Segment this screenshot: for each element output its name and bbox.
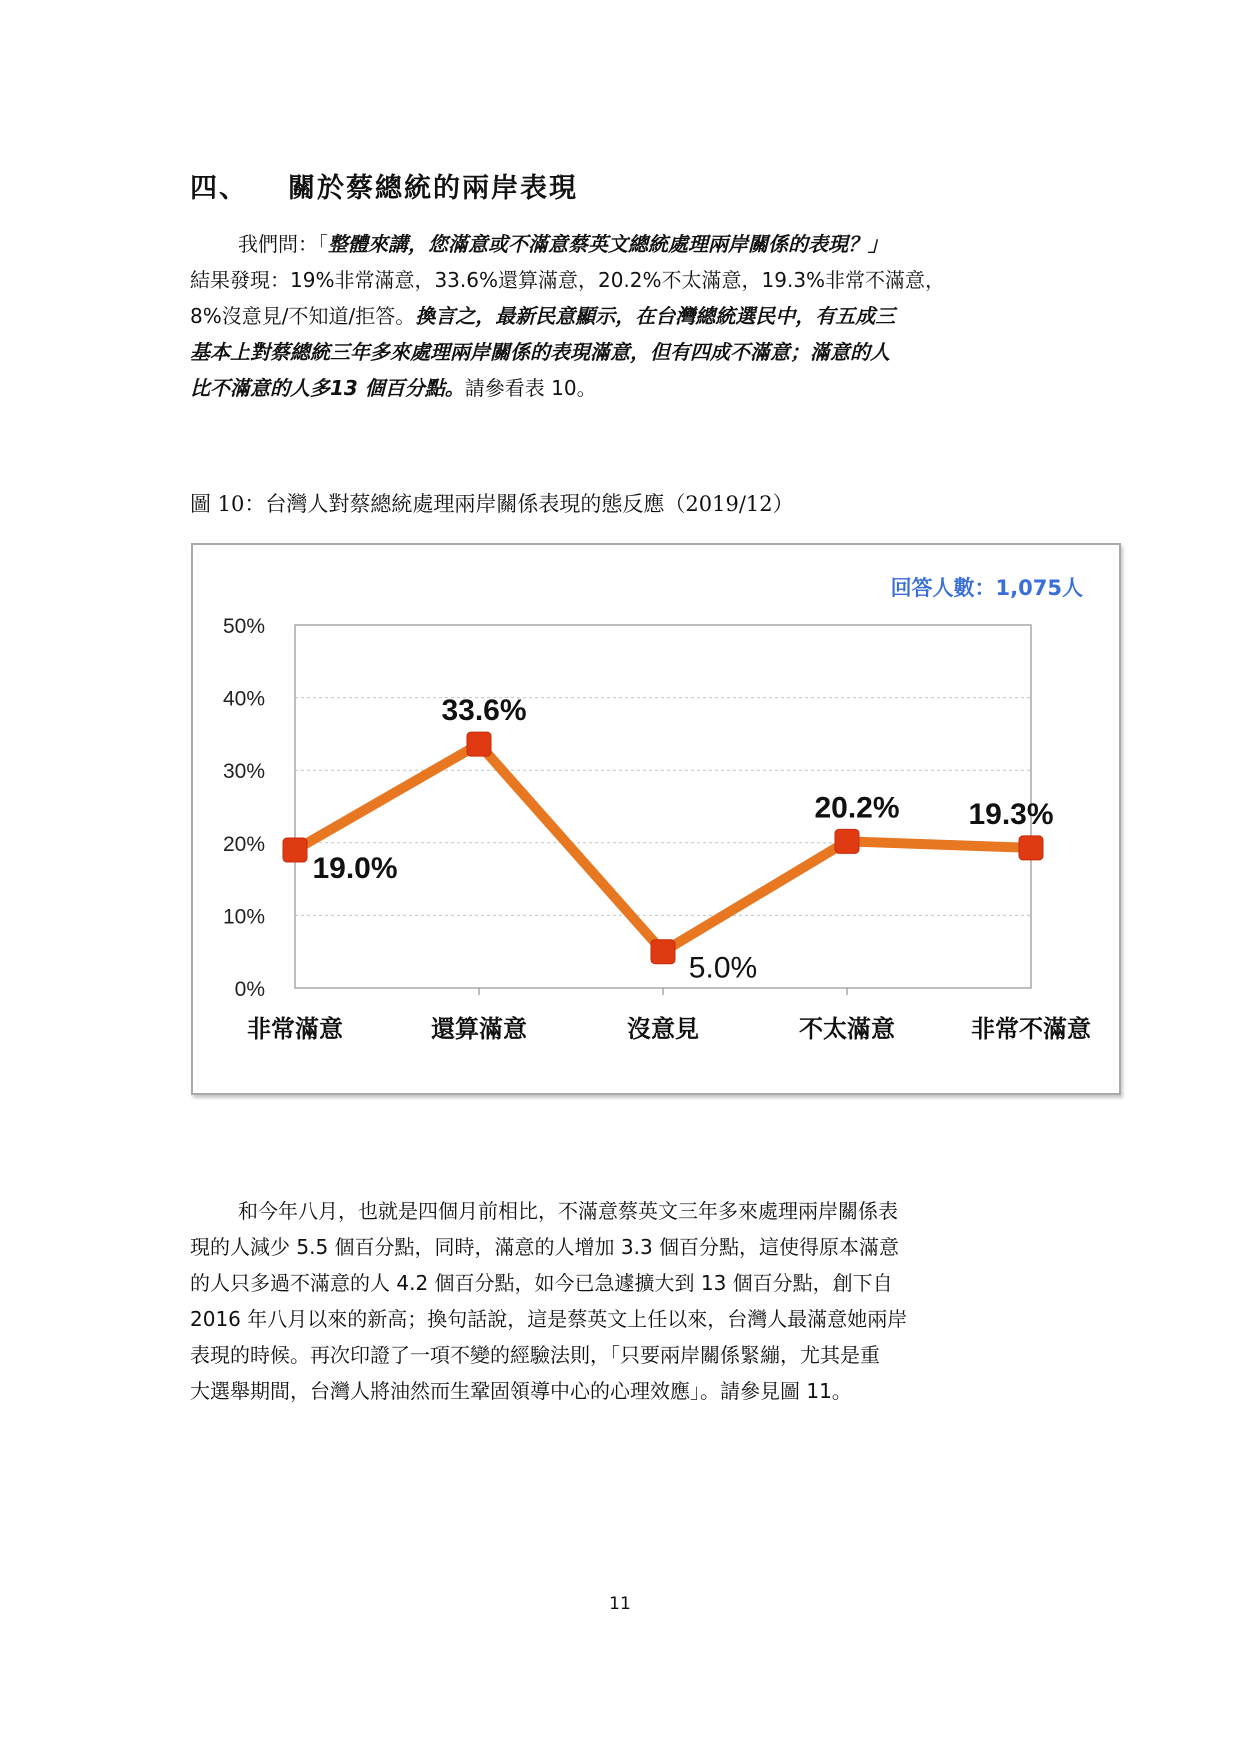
- paragraph-line: 和今年八月，也就是四個月前相比，不滿意蔡英文三年多來處理兩岸關係表: [238, 1199, 898, 1223]
- section-heading: [190, 166, 578, 205]
- y-tick-label: 0%: [234, 978, 265, 1001]
- body-paragraph: [190, 1193, 1050, 1409]
- line-chart: [193, 545, 1119, 1093]
- x-category-label: 不太滿意: [799, 1015, 895, 1043]
- data-point-marker: [283, 838, 307, 862]
- y-tick-label: 40%: [222, 687, 265, 711]
- section-title: 關於蔡總統的兩岸表現: [288, 173, 578, 204]
- chart-frame: [191, 543, 1121, 1095]
- paragraph-line: [190, 370, 1050, 406]
- data-label: 33.6%: [441, 694, 527, 728]
- paragraph-line: [190, 226, 1050, 262]
- paragraph-line: 的人只多過不滿意的人 4.2 個百分點，如今已急遽擴大到 13 個百分點，創下自: [190, 1271, 893, 1295]
- data-label: 19.3%: [968, 797, 1054, 831]
- paragraph-line: 現的人減少 5.5 個百分點，同時，滿意的人增加 3.3 個百分點，這使得原本滿意: [190, 1235, 900, 1259]
- data-point-marker: [467, 732, 491, 756]
- data-label: 20.2%: [814, 791, 900, 825]
- y-tick-label: 10%: [222, 905, 265, 929]
- data-point-marker: [1019, 836, 1043, 860]
- question-prefix: 我們問：「: [238, 232, 328, 256]
- paragraph-line: 結果發現：19%非常滿意，33.6%還算滿意，20.2%不太滿意，19.3%非常不滿意，: [190, 268, 946, 292]
- x-category-label: 非常不滿意: [971, 1015, 1091, 1043]
- text-plain: 8%沒意見/不知道/拒答。: [190, 304, 416, 328]
- text-plain: 請參看表 10。: [464, 376, 597, 400]
- figure-caption: 圖 10：台灣人對蔡總統處理兩岸關係表現的態反應（2019/12）: [190, 492, 794, 516]
- page-number: 11: [609, 1594, 631, 1614]
- paragraph-line: [190, 298, 1050, 334]
- data-label: 19.0%: [312, 852, 398, 886]
- text-emphasis: 換言之，最新民意顯示，在台灣總統選民中，有五成三: [415, 304, 896, 328]
- x-category-label: 非常滿意: [247, 1015, 343, 1043]
- respondent-count-label: 回答人數：1,075人: [890, 576, 1083, 600]
- paragraph-line: 2016 年八月以來的新高；換句話說，這是蔡英文上任以來，台灣人最滿意她兩岸: [190, 1307, 908, 1331]
- series-line: [295, 744, 1031, 952]
- text-emphasis: 比不滿意的人多13 個百分點。: [190, 376, 465, 400]
- data-point-marker: [651, 940, 675, 964]
- data-point-marker: [835, 829, 859, 853]
- plot-area: [295, 625, 1031, 988]
- section-number: 四、: [190, 173, 248, 204]
- paragraph-line: 表現的時候。再次印證了一項不變的經驗法則，「只要兩岸關係緊繃，尤其是重: [190, 1343, 880, 1367]
- survey-question: 整體來講，您滿意或不滿意蔡英文總統處理兩岸關係的表現？」: [328, 232, 888, 256]
- y-tick-label: 30%: [222, 760, 265, 784]
- data-label: 5.0%: [688, 951, 758, 985]
- x-category-label: 還算滿意: [431, 1015, 527, 1043]
- x-category-label: 沒意見: [627, 1015, 699, 1043]
- y-tick-label: 20%: [222, 832, 265, 856]
- paragraph-line: 大選舉期間，台灣人將油然而生鞏固領導中心的心理效應」。請參見圖 11。: [190, 1379, 852, 1403]
- y-tick-label: 50%: [222, 615, 265, 638]
- paragraph-line: 基本上對蔡總統三年多來處理兩岸關係的表現滿意，但有四成不滿意；滿意的人: [190, 340, 890, 364]
- intro-paragraph: [190, 226, 1050, 406]
